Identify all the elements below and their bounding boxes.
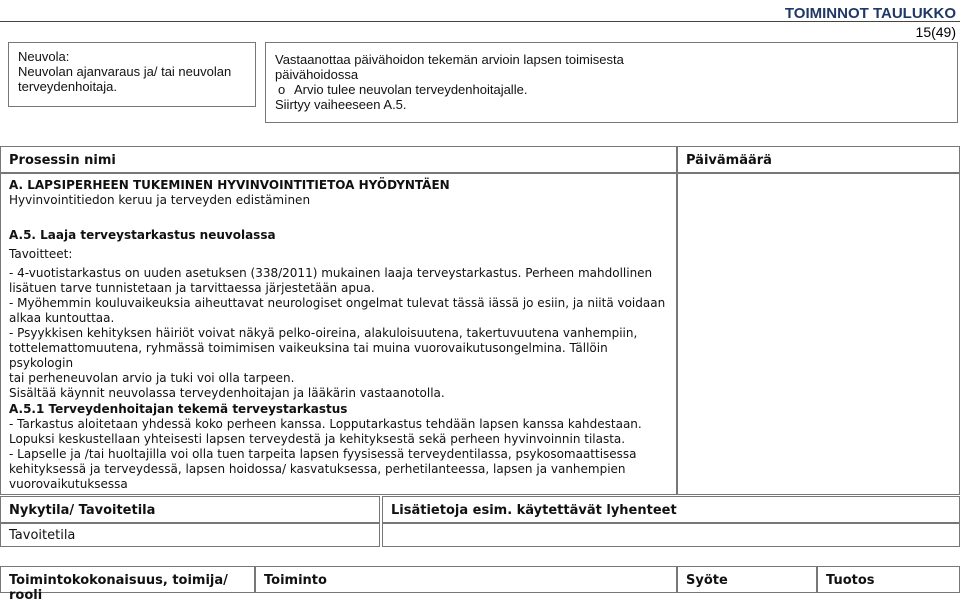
goal-2-line-1: - Myöhemmin kouluvaikeuksia aiheuttavat neurologiset ongelmat tulevat tässä iässä jo esiin, ja niitä voidaan xyxy=(9,296,666,310)
vastaanotto-line-2: päivähoidossa xyxy=(275,67,359,82)
page-number: 15(49) xyxy=(915,24,956,40)
process-subtitle: Hyvinvointitiedon keruu ja terveyden edistäminen xyxy=(9,193,311,207)
footer-action-label: Toiminto xyxy=(264,573,327,588)
extra-info-label: Lisätietoja esim. käytettävät lyhenteet xyxy=(391,503,677,518)
footer-col-role xyxy=(0,566,255,603)
goal-2-line-2: alkaa kuntouttaa. xyxy=(9,311,115,325)
footer-role-label: Toimintokokonaisuus, toimija/ rooli xyxy=(9,573,228,603)
document-title: TOIMINNOT TAULUKKO xyxy=(784,5,956,22)
goals-label: Tavoitteet: xyxy=(9,247,73,261)
vastaanotto-bullet xyxy=(275,82,957,97)
neuvola-line-2: terveydenhoitaja. xyxy=(18,79,118,94)
neuvola-box xyxy=(8,42,256,107)
footer-output-label: Tuotos xyxy=(826,573,875,588)
vastaanotto-line-1: Vastaanottaa päivähoidon tekemän arvioin lapsen toimisesta xyxy=(275,52,624,67)
goal-3-line-3: tai perheneuvolan arvio ja tuki voi olla tarpeen. xyxy=(9,371,295,385)
date-content xyxy=(677,173,960,495)
process-content xyxy=(0,173,677,495)
extra-info-header-cell xyxy=(382,496,960,523)
header-rule xyxy=(0,21,960,22)
vastaanotto-line-3: Siirtyy vaiheeseen A.5. xyxy=(275,97,407,112)
date-header xyxy=(677,146,960,173)
goal-3-line-1: - Psyykkisen kehityksen häiriöt voivat näkyä pelko-oireina, alakuloisuutena, takertuvuutena vanhempiin, xyxy=(9,326,638,340)
footer-col-input xyxy=(677,566,817,593)
process-name-header xyxy=(0,146,677,173)
target-state-label: Tavoitetila xyxy=(9,528,76,543)
a51-title: A.5.1 Terveydenhoitajan tekemä terveystarkastus xyxy=(9,402,348,416)
goal-1-line-2: lisätuen tarve tunnistetaan ja tarvittaessa järjestetään apua. xyxy=(9,281,375,295)
goal-1-line-1: - 4-vuotistarkastus on uuden asetuksen (338/2011) mukainen laaja terveystarkastus. Perheen mahdollinen xyxy=(9,266,653,280)
a51-line-5: vuorovaikutuksessa xyxy=(9,477,128,491)
footer-col-output xyxy=(817,566,960,593)
a5-title: A.5. Laaja terveystarkastus neuvolassa xyxy=(9,228,276,242)
a51-line-3: - Lapselle ja /tai huoltajilla voi olla tuen tarpeita lapsen fyysisessä terveydentilassa, psykosomaattisessa xyxy=(9,447,637,461)
date-label: Päivämäärä xyxy=(686,153,772,168)
goal-3-line-2: tottelemattomuutena, ryhmässä toimimisen vaikeuksina tai muina vuorovaikutusongelmina. Tällöin psykologin xyxy=(9,341,608,370)
bullet-text: Arvio tulee neuvolan terveydenhoitajalle. xyxy=(294,82,528,97)
state-header-cell xyxy=(0,496,380,523)
footer-col-action xyxy=(255,566,677,593)
vastaanotto-box xyxy=(265,42,958,123)
a51-line-2: Lopuksi keskustellaan yhteisesti lapsen terveydestä ja kehityksestä sekä perheen hyvinvoinnin tilasta. xyxy=(9,432,626,446)
neuvola-title: Neuvola: xyxy=(18,49,70,64)
neuvola-line-1: Neuvolan ajanvaraus ja/ tai neuvolan xyxy=(18,64,232,79)
target-state-cell xyxy=(0,523,380,547)
process-title: A. LAPSIPERHEEN TUKEMINEN HYVINVOINTITIETOA HYÖDYNTÄEN xyxy=(9,178,450,192)
bullet-marker: o xyxy=(278,82,286,97)
a51-line-4: kehityksessä ja terveydessä, lapsen hoidossa/ kasvatuksessa, perhetilanteessa, lapsen ja vanhempien xyxy=(9,462,626,476)
state-label: Nykytila/ Tavoitetila xyxy=(9,503,156,518)
includes-text: Sisältää käynnit neuvolassa terveydenhoitajan ja lääkärin vastaanotolla. xyxy=(9,386,445,400)
footer-input-label: Syöte xyxy=(686,573,728,588)
process-name-label: Prosessin nimi xyxy=(9,153,116,168)
extra-info-cell xyxy=(382,523,960,547)
a51-line-1: - Tarkastus aloitetaan yhdessä koko perheen kanssa. Lopputarkastus tehdään lapsen kanssa kahdestaan. xyxy=(9,417,642,431)
